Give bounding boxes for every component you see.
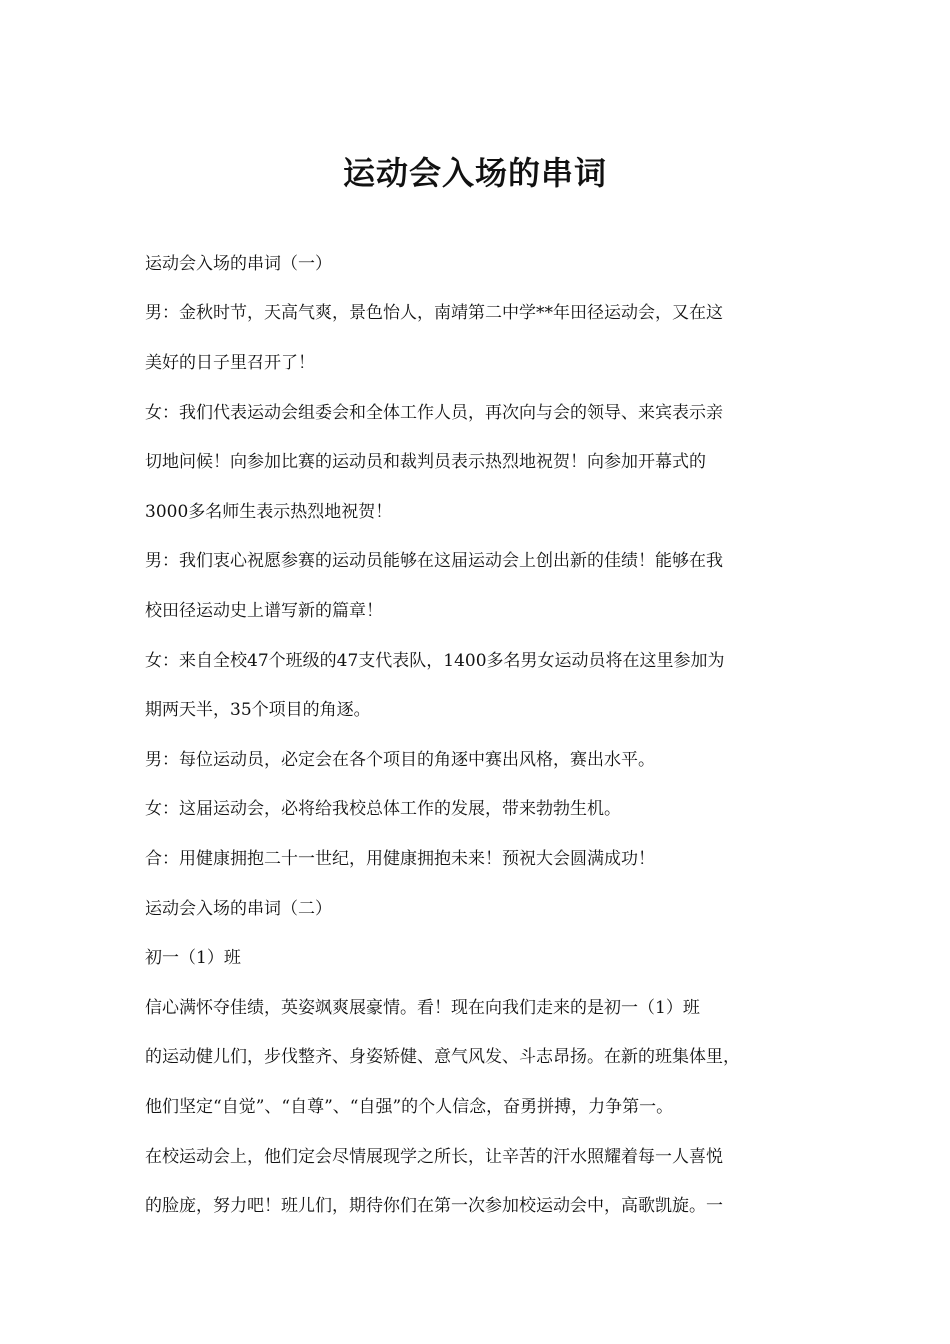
paragraph-line: 信心满怀夺佳绩，英姿飒爽展豪情。看！现在向我们走来的是初一（1）班 bbox=[145, 998, 700, 1018]
paragraph-line: 校田径运动史上谱写新的篇章！ bbox=[145, 601, 383, 621]
paragraph-line: 合：用健康拥抱二十一世纪，用健康拥抱未来！预祝大会圆满成功！ bbox=[145, 849, 655, 869]
paragraph-line: 男：金秋时节，天高气爽，景色怡人，南靖第二中学**年田径运动会，又在这 bbox=[145, 303, 723, 323]
paragraph-line: 切地问候！向参加比赛的运动员和裁判员表示热烈地祝贺！向参加开幕式的 bbox=[145, 452, 706, 472]
paragraph-line: 3000多名师生表示热烈地祝贺！ bbox=[145, 502, 393, 522]
paragraph-line: 女：这届运动会，必将给我校总体工作的发展，带来勃勃生机。 bbox=[145, 799, 621, 819]
paragraph-line: 运动会入场的串词（一） bbox=[145, 254, 332, 274]
page-title: 运动会入场的串词 bbox=[342, 154, 607, 193]
paragraph-line: 在校运动会上，他们定会尽情展现学之所长，让辛苦的汗水照耀着每一人喜悦 bbox=[145, 1147, 723, 1167]
paragraph-line: 男：我们衷心祝愿参赛的运动员能够在这届运动会上创出新的佳绩！能够在我 bbox=[145, 551, 723, 571]
section-heading: 运动会入场的串词（二） bbox=[145, 899, 332, 919]
paragraph-line: 他们坚定“自觉”、“自尊”、“自强”的个人信念，奋勇拼搏，力争第一。 bbox=[145, 1097, 674, 1117]
paragraph-line: 的脸庞，努力吧！班儿们，期待你们在第一次参加校运动会中，高歌凯旋。一 bbox=[145, 1196, 723, 1216]
paragraph-line: 美好的日子里召开了！ bbox=[145, 353, 315, 373]
paragraph-line: 男：每位运动员，必定会在各个项目的角逐中赛出风格，赛出水平。 bbox=[145, 750, 655, 770]
paragraph-line: 女：来自全校47个班级的47支代表队，1400多名男女运动员将在这里参加为 bbox=[145, 651, 725, 671]
paragraph-line: 女：我们代表运动会组委会和全体工作人员，再次向与会的领导、来宾表示亲 bbox=[145, 403, 723, 423]
paragraph-line: 期两天半，35个项目的角逐。 bbox=[145, 700, 371, 720]
paragraph-line: 的运动健儿们，步伐整齐、身姿矫健、意气风发、斗志昂扬。在新的班集体里， bbox=[145, 1047, 740, 1067]
class-heading: 初一（1）班 bbox=[145, 948, 241, 968]
